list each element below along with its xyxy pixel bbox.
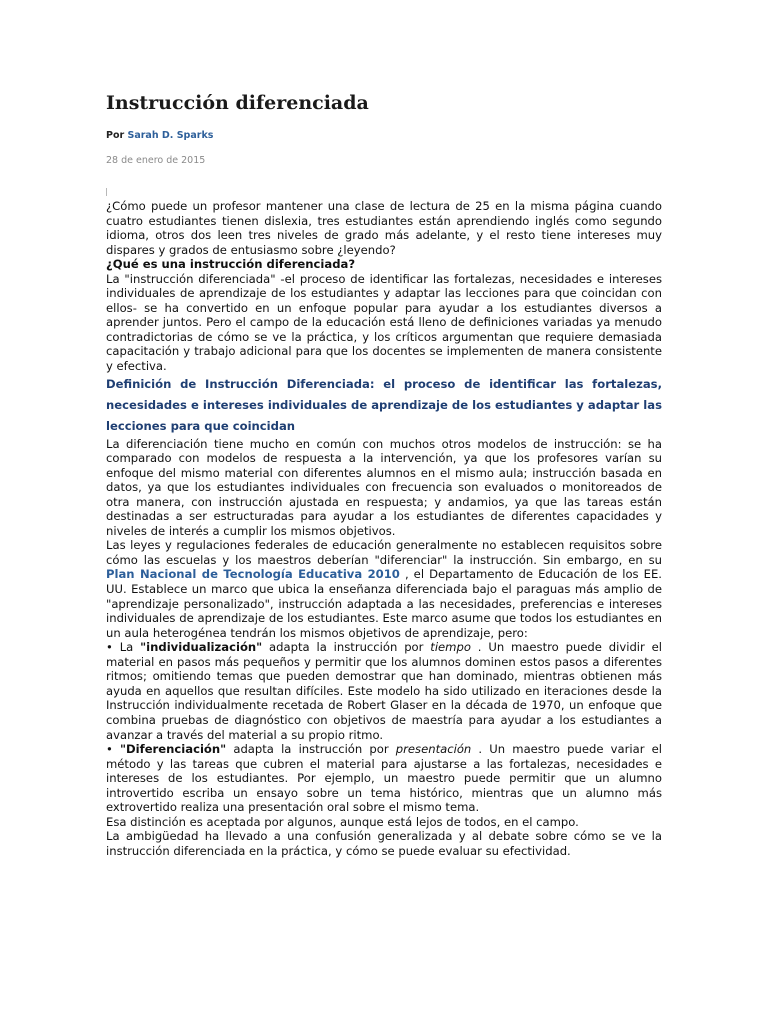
bullet1-emphasis: tiempo (430, 640, 471, 655)
laws-text-after: , el Departamento de Educación de los EE. UU. Establece un marco que ubica la enseñanza diferenciada bajo el paraguas más amplio de "aprendizaje personalizado", instrucción adaptada a las necesidades, preferencias e intereses individuales de aprendizaje de los estudiantes. Este marco asume que todos los estudiantes en un aula heterogénea tendrán los mismos objetivos de aprendizaje, pero: (106, 567, 662, 640)
question-heading: ¿Qué es una instrucción diferenciada? (106, 257, 356, 272)
bullet2-prefix: • (106, 742, 121, 757)
article-title: Instrucción diferenciada (106, 92, 369, 114)
bullet2-emphasis: presentación (395, 742, 472, 757)
publish-date: 28 de enero de 2015 (106, 155, 206, 166)
article-body (106, 199, 662, 858)
bullet1-rest: . Un maestro puede dividir el material en pasos más pequeños y permitir que los alumnos dominen estos pasos a diferentes ritmos; omitiendo temas que pueden demostrar que han dominado, mientras obtienen más ayuda en aquellos que resultan difíciles. Este modelo ha sido utilizado en iteraciones desde la Instrucción individualmente recetada de Robert Glaser en la década de 1970, un enfoque que combina pruebas de diagnóstico con objetivos de maestría para ayudar a los estudiantes a avanzar a través del material a su propio ritmo. (106, 640, 662, 742)
distinction-paragraph: Esa distinción es aceptada por algunos, aunque está lejos de todos, en el campo. (106, 814, 579, 829)
models-paragraph: La diferenciación tiene mucho en común con muchos otros modelos de instrucción: se ha comparado con modelos de respuesta a la intervención, ya que los profesores varían su enfoque del mismo material con diferentes alumnos en el mismo aula; instrucción basada en datos, ya que los estudiantes individuales con frecuencia son evaluados o monitoreados de otra manera, con instrucción ajustada en respuesta; y andamios, ya que las tareas están destinadas a ser estructuradas para ayudar a los estudiantes de diferentes capacidades y niveles de interés a cumplir los mismos objetivos. (106, 436, 662, 538)
bullet1-prefix: • La (106, 640, 141, 655)
laws-paragraph (106, 538, 662, 640)
image-placeholder-marker (106, 188, 107, 196)
bullet-individualization (106, 640, 662, 742)
laws-text-before: Las leyes y regulaciones federales de educación generalmente no establecen requisitos sobre cómo las escuelas y los maestros deberían "diferenciar" la instrucción. Sin embargo, en su (106, 538, 662, 567)
bullet-differentiation (106, 742, 662, 815)
byline-prefix: Por (106, 130, 128, 141)
pull-heading: Definición de Instrucción Diferenciada: el proceso de identificar las fortalezas, necesidades e intereses individuales de aprendizaje de los estudiantes y adaptar las lecciones para que coincidan (106, 376, 662, 433)
ambiguity-paragraph: La ambigüedad ha llevado a una confusión generalizada y al debate sobre cómo se ve la instrucción diferenciada en la práctica, y cómo se puede evaluar su efectividad. (106, 829, 662, 858)
author-link[interactable]: Sarah D. Sparks (127, 130, 214, 141)
byline (106, 130, 213, 141)
bullet1-term: "individualización" (140, 640, 263, 655)
bullet1-mid: adapta la instrucción por (262, 640, 431, 655)
bullet2-term: "Diferenciación" (120, 742, 227, 757)
definition-paragraph: La "instrucción diferenciada" -el proceso de identificar las fortalezas, necesidades e intereses individuales de aprendizaje de los estudiantes y adaptar las lecciones para que coincidan con ellos- se ha convertido en un enfoque popular para ayudar a los estudiantes diversos a aprender juntos. Pero el campo de la educación está lleno de definiciones variadas ya menudo contradictorias de cómo se ve la práctica, y los críticos argumentan que requiere demasiada capacitación y trabajo adicional para que los docentes se implementen de manera consistente y efectiva. (106, 271, 662, 374)
tech-plan-link[interactable]: Plan Nacional de Tecnología Educativa 2010 (106, 567, 400, 582)
bullet2-rest: . Un maestro puede variar el método y las tareas que cubren el material para ajustarse a las fortalezas, necesidades e intereses de los estudiantes. Por ejemplo, un maestro puede permitir que un alumno introvertido escriba un ensayo sobre un tema histórico, mientras que un alumno más extrovertido realiza una presentación oral sobre el mismo tema. (106, 742, 662, 815)
bullet2-mid: adapta la instrucción por (226, 742, 396, 757)
intro-paragraph: ¿Cómo puede un profesor mantener una clase de lectura de 25 en la misma página cuando cuatro estudiantes tienen dislexia, tres estudiantes están aprendiendo inglés como segundo idioma, otros dos leen tres niveles de grado más adelante, y el resto tiene intereses muy dispares y grados de entusiasmo sobre ¿leyendo? (106, 199, 662, 257)
